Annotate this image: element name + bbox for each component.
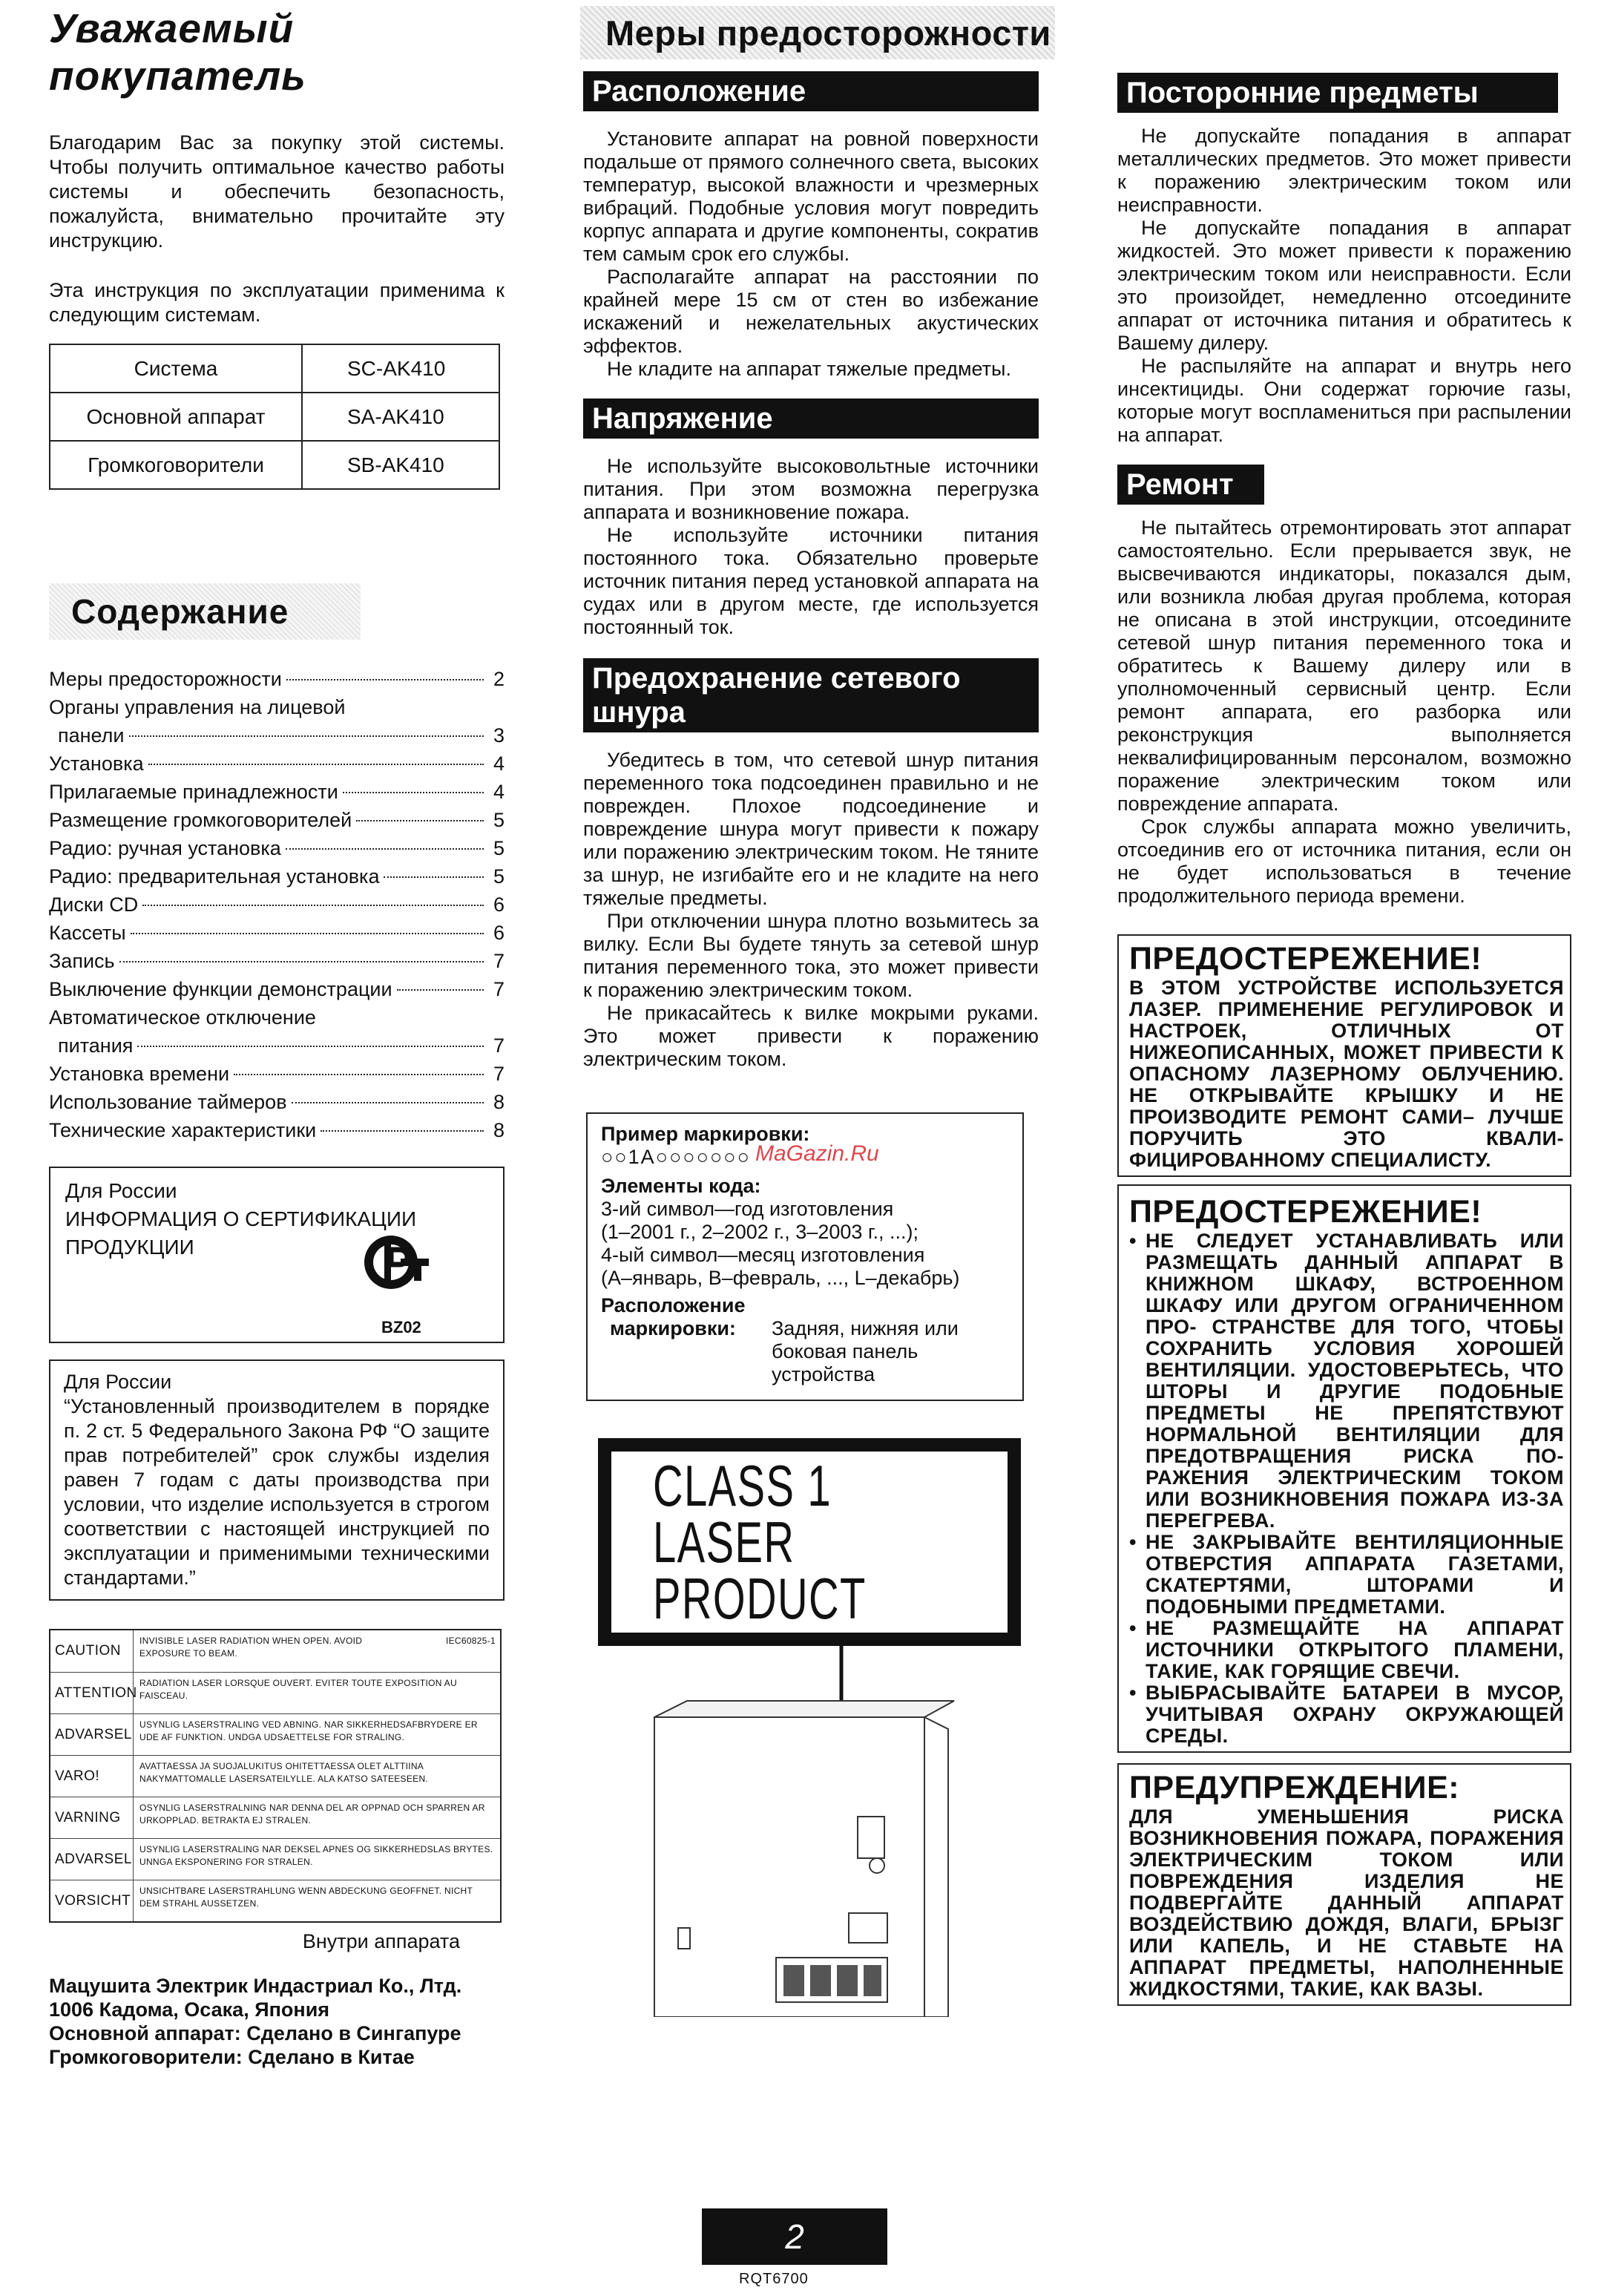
table-cell-label: Система (50, 344, 302, 393)
toc-leader-dots (397, 989, 484, 991)
toc-leader-dots (137, 1046, 484, 1047)
left-column (49, 0, 505, 2069)
table-row (50, 393, 499, 441)
manufacturer-info (49, 1974, 505, 2069)
warning-label-caption: Внутри аппарата (302, 1930, 460, 1952)
manufacturer-line3: Основной аппарат: Сделано в Сингапуре (49, 2022, 461, 2044)
warning-language: CAUTION (50, 1630, 134, 1672)
toc-item-label: Выключение функции демонстрации (49, 978, 392, 1000)
warning-row (50, 1672, 500, 1713)
toc-item-page: 4 (493, 781, 505, 803)
foreign-p3: Не распыляйте на аппарат и внутрь него инсектициды. Они содержат горючие газы, которые могут воспламениться при распылении на аппарат. (1117, 355, 1571, 446)
toc-leader-dots (321, 1130, 484, 1132)
toc-item-label: Размещение громкоговорителей (49, 809, 352, 831)
warning-row (50, 1755, 500, 1797)
toc-item (49, 1031, 505, 1060)
table-of-contents (49, 665, 505, 1144)
list-item: • НЕ ЗАКРЫВАЙТЕ ВЕНТИЛЯЦИОННЫЕ ОТВЕРСТИЯ АППАРАТА ГАЗЕТАМИ, СКАТЕРТЯМИ, ШТОРАМИ И ПОДОБНЫМИ ПРЕДМЕТАМИ. (1129, 1531, 1564, 1618)
toc-item (49, 750, 505, 778)
list-item: • НЕ РАЗМЕЩАЙТЕ НА АППАРАТ ИСТОЧНИКИ ОТКРЫТОГО ПЛАМЕНИ, ТАКИЕ, КАК ГОРЯЩИЕ СВЕЧИ. (1129, 1617, 1564, 1682)
ventilation-caution-box (1117, 1184, 1571, 1753)
warning-row (50, 1838, 500, 1880)
section-body-voltage (583, 455, 1039, 639)
toc-leader-dots (131, 933, 484, 934)
toc-item-page: 7 (493, 978, 505, 1000)
cord-heading-line1: Предохранение сетевого (592, 662, 961, 695)
toc-item-label: Диски CD (49, 893, 139, 916)
toc-leader-dots (356, 820, 484, 821)
laser-warning-label (49, 1629, 502, 1923)
page-number: 2 (702, 2208, 887, 2265)
manufacturer-line4: Громкоговорители: Сделано в Китае (49, 2046, 415, 2068)
precautions-banner (580, 6, 1055, 59)
marking-location (601, 1317, 1009, 1386)
table-row (50, 344, 499, 393)
warning-row (50, 1880, 500, 1921)
service-life-for-russia: Для России (64, 1371, 172, 1393)
manufacturer-line1: Мацушита Электрик Индастриал Ко., Лтд. (49, 1975, 462, 1997)
toc-item-label: панели (58, 724, 125, 747)
toc-item (49, 1003, 505, 1031)
marking-location-value: Задняя, нижняя или боковая панель устройства (772, 1317, 959, 1385)
list-item: • НЕ СЛЕДУЕТ УСТАНАВЛИВАТЬ ИЛИ РАЗМЕЩАТЬ ДАННЫЙ АППАРАТ В КНИЖНОМ ШКАФУ, ВСТРОЕННОМ ШКАФУ ИЛИ ДРУГОМ ОГРАНИЧЕННОМ ПРО- СТРАНСТВЕ ДЛЯ ТОГО, ЧТОБЫ СОХРАНИТЬ УСЛОВИЯ ХОРОШЕЙ ВЕНТИЛЯЦИИ. УДОСТОВЕРЬТЕСЬ, ЧТО ШТОРЫ И ДРУГИЕ ПОДОБНЫЕ ПРЕДМЕТЫ НЕ ПРЕПЯТСТВУЮТ НОРМАЛЬНОЙ ВЕНТИЛЯЦИИ ДЛЯ ПРЕДОТВРАЩЕНИЯ РИСКА ПО- РАЖЕНИЯ ЭЛЕКТРИЧЕСКИМ ТОКОМ ИЛИ ВОЗНИКНОВЕНИЯ ПОЖАРА ИЗ-ЗА ПЕРЕГРЕВА. (1129, 1230, 1564, 1532)
systems-table (49, 344, 500, 490)
placement-p1: Установите аппарат на ровной поверхности подальше от прямого солнечного света, высоких температур, высокой влажности и чрезмерных вибраций. Подобные условия могут повредить корпус аппарата и другие компоненты, сократив тем самым срок его службы. (583, 128, 1039, 265)
list-item: • ВЫБРАСЫВАЙТЕ БАТАРЕИ В МУСОР, УЧИТЫВАЯ ОХРАНУ ОКРУЖАЮЩЕЙ СРЕДЫ. (1129, 1682, 1564, 1747)
warning-language: VARO! (50, 1756, 134, 1797)
watermark-text: MaGazin.Ru (755, 1141, 879, 1166)
caution2-item4: ВЫБРАСЫВАЙТЕ БАТАРЕИ В МУСОР, УЧИТЫВАЯ ОХРАНУ ОКРУЖАЮЩЕЙ СРЕДЫ. (1146, 1682, 1564, 1747)
toc-item-page: 7 (493, 1063, 505, 1085)
toc-leader-dots (234, 1074, 484, 1075)
toc-item (49, 806, 505, 834)
precautions-title: Меры предосторожности (605, 13, 1051, 53)
greeting-title-line1: Уважаемый (49, 5, 295, 51)
voltage-p1: Не используйте высоковольтные источники питания. При этом возможна перегрузка аппарата и возникновение пожара. (583, 455, 1039, 523)
toc-item-label: Радио: ручная установка (49, 837, 281, 859)
toc-item-label: Органы управления на лицевой (49, 696, 346, 718)
foreign-p2: Не допускайте попадания в аппарат жидкостей. Это может привести к поражению электрическим током или неисправности. Если это произойдет, немедленно отсоедините аппарат от источника питания и обратитесь к Вашему дилеру. (1117, 217, 1571, 354)
caution2-list (1129, 1230, 1564, 1747)
toc-item-page: 4 (493, 752, 505, 775)
toc-item (49, 721, 505, 750)
toc-item (49, 975, 505, 1003)
warning-text-content: USYNLIG LASERSTRALING NAR DEKSEL APNES OG SIKKERHEDSLAS BRYTES. UNNGA EKSPONERING FOR STRALEN. (139, 1844, 493, 1867)
toc-leader-dots (384, 876, 484, 878)
toc-item-page: 8 (493, 1091, 505, 1113)
toc-item (49, 693, 505, 721)
caution1-title: ПРЕДОСТЕРЕЖЕНИЕ! (1129, 941, 1482, 977)
cert-mark-code: BZ02 (381, 1318, 421, 1336)
toc-item-page: 5 (493, 865, 505, 888)
warning-text-content: RADIATION LASER LORSQUE OUVERT. EVITER TOUTE EXPOSITION AU FAISCEAU. (139, 1678, 457, 1701)
toc-leader-dots (129, 735, 484, 737)
warning-language: ADVARSEL (50, 1839, 134, 1880)
warning-text-content: AVATTAESSA JA SUOJALUKITUS OHITETTAESSA OLET ALTTIINA NAKYMATTOMALLE LASERSATEILYLLE. ALA KATSO SATEESEEN. (139, 1761, 429, 1784)
contents-header (49, 583, 361, 640)
toc-leader-dots (148, 764, 484, 765)
toc-leader-dots (343, 792, 484, 793)
manufacturer-line2: 1006 Кадома, Осака, Япония (49, 1998, 330, 2021)
warning-language: ADVARSEL (50, 1714, 134, 1755)
cord-heading-line2: шнура (592, 696, 686, 729)
cord-p2: При отключении шнура плотно возьмитесь за вилку. Если Вы будете тянуть за сетевой шнур питания переменного тока, это может привести к поражению электрическим током. (583, 910, 1039, 1001)
toc-leader-dots (286, 848, 484, 850)
toc-item (49, 778, 505, 806)
cert-info-line1: ИНФОРМАЦИЯ О СЕРТИФИКАЦИИ (65, 1207, 417, 1230)
toc-item (49, 1116, 505, 1144)
toc-item-label: Кассеты (49, 922, 126, 944)
section-body-repair (1117, 516, 1571, 908)
table-cell-label: Громкоговорители (50, 441, 302, 489)
toc-item-label: Запись (49, 950, 115, 972)
section-heading-placement: Расположение (583, 71, 1039, 111)
warning-language: ATTENTION (50, 1673, 134, 1713)
section-body-foreign-objects (1117, 125, 1571, 447)
section-body-placement (583, 128, 1039, 381)
laser-caution-box (1117, 934, 1571, 1177)
warning-text (134, 1673, 500, 1713)
warning-text (134, 1714, 500, 1755)
toc-item-page: 5 (493, 809, 505, 831)
warning-text (134, 1880, 500, 1921)
caution3-text: ДЛЯ УМЕНЬШЕНИЯ РИСКА ВОЗНИКНОВЕНИЯ ПОЖАРА, ПОРАЖЕНИЯ ЭЛЕКТРИЧЕСКИМ ТОКОМ ИЛИ ПОВРЕЖДЕНИЯ ИЗДЕЛИЯ НЕ ПОДВЕРГАЙТЕ ДАННЫЙ АППАРАТ ВОЗДЕЙСТВИЮ ДОЖДЯ, ВЛАГИ, БРЫЗГ ИЛИ КАПЕЛЬ, И НЕ СТАВЬТЕ НА АППАРАТ ПРЕДМЕТЫ, НАПОЛНЕННЫЕ ЖИДКОСТЯМИ, ТАКИЕ, КАК ВАЗЫ. (1129, 1805, 1564, 2000)
toc-item (49, 862, 505, 890)
marking-location-label2: маркировки: (610, 1317, 736, 1339)
toc-item (49, 947, 505, 975)
warning-standard-code: IEC60825-1 (445, 1636, 496, 1646)
toc-item (49, 890, 505, 919)
right-column (1117, 0, 1571, 2006)
marking-location-label1: Расположение (601, 1294, 746, 1316)
placement-p3: Не кладите на аппарат тяжелые предметы. (607, 358, 1011, 380)
marking-elements-title: Элементы кода: (601, 1175, 761, 1197)
toc-item-label: Использование таймеров (49, 1091, 287, 1113)
toc-item (49, 1060, 505, 1088)
section-heading-cord (583, 658, 1039, 732)
class1-laser-label (598, 1438, 1021, 1646)
toc-leader-dots (292, 1102, 484, 1103)
toc-item-label: Прилагаемые принадлежности (49, 781, 338, 803)
middle-column (583, 0, 1051, 2296)
toc-item-label: Установка времени (49, 1063, 230, 1085)
warning-text-content: UNSICHTBARE LASERSTRAHLUNG WENN ABDECKUNG GEOFFNET. NICHT DEM STRAHL AUSSETZEN. (139, 1886, 473, 1909)
greeting-title-line2: покупатель (49, 53, 306, 99)
section-body-cord (583, 749, 1039, 1071)
warning-text-content: INVISIBLE LASER RADIATION WHEN OPEN. AVOID EXPOSURE TO BEAM. (139, 1636, 363, 1659)
toc-item-page: 3 (493, 724, 505, 747)
toc-item-page: 6 (493, 893, 505, 916)
toc-leader-dots (142, 905, 484, 906)
toc-item-page: 2 (493, 668, 505, 690)
toc-item-label: Установка (49, 752, 144, 775)
table-cell-model: SC-AK410 (302, 344, 499, 393)
toc-item (49, 1088, 505, 1116)
toc-item-page: 7 (493, 950, 505, 972)
toc-leader-dots (286, 679, 484, 680)
warning-text-content: USYNLIG LASERSTRALING VED ABNING. NAR SIKKERHEDSAFBRYDERE ER UDE AF FUNKTION. UNDGA UDSAETTELSE FOR STRALING. (139, 1719, 478, 1742)
caution2-title: ПРЕДОСТЕРЕЖЕНИЕ! (1129, 1194, 1482, 1230)
warning-text (134, 1630, 500, 1672)
warning-text (134, 1797, 500, 1838)
toc-item-page: 5 (493, 837, 505, 859)
marking-title: Пример маркировки: (601, 1123, 810, 1145)
repair-p1: Не пытайтесь отремонтировать этот аппарат самостоятельно. Если прерывается звук, не высвечиваются индикаторы, показался дым, или возникла любая другая проблема, которая не описана в этой инструкции, отсоедините сетевой шнур питания переменного тока и обратитесь к Вашему дилеру или в уполномоченный сервисный центр. Если ремонт аппарата, его разборка или реконструкция выполняется неквалифицированным персоналом, возможно поражение электрическим током или повреждение аппарата. (1117, 516, 1571, 815)
marking-line4: (A–январь, B–февраль, ..., L–декабрь) (601, 1267, 960, 1289)
toc-item-label: Радио: предварительная установка (49, 865, 380, 888)
greeting-title (49, 4, 505, 99)
cord-p1: Убедитесь в том, что сетевой шнур питания переменного тока подсоединен правильно и не поврежден. Плохое подсоединение и повреждение шнура могут привести к пожару или поражению электрическим током. Не тяните за шнур, не изгибайте его и не кладите на него тяжелые предметы. (583, 749, 1039, 909)
marking-line2: (1–2001 г., 2–2002 г., 3–2003 г., ...); (601, 1221, 918, 1243)
toc-item (49, 665, 505, 693)
rst-certification-icon (362, 1233, 429, 1291)
toc-item (49, 919, 505, 947)
toc-item-page: 6 (493, 922, 505, 944)
voltage-p2: Не используйте источники питания постоянного тока. Обязательно проверьте источник питания перед установкой аппарата на судах или в другом месте, где используется постоянный ток. (583, 524, 1039, 638)
toc-item-label: Технические характеристики (49, 1119, 317, 1141)
table-row (50, 441, 499, 489)
toc-item-label: питания (58, 1034, 134, 1057)
device-rear-illustration-icon (628, 1646, 976, 2017)
section-heading-foreign-objects: Посторонние предметы (1117, 73, 1558, 113)
warning-row (50, 1630, 500, 1672)
cert-for-russia: Для России (65, 1179, 177, 1202)
document-code: RQT6700 (739, 2271, 809, 2287)
toc-item-label: Меры предосторожности (49, 668, 282, 690)
toc-leader-dots (119, 961, 484, 962)
applies-text: Эта инструкция по эксплуатации применима к следующим системам. (49, 279, 505, 326)
foreign-p1: Не допускайте попадания в аппарат металлических предметов. Это может привести к поражению электрическим током или неисправности. (1117, 125, 1571, 216)
service-life-box (49, 1359, 505, 1601)
table-cell-model: SA-AK410 (302, 393, 499, 441)
marking-sample: ○○1A○○○○○○○ (601, 1146, 751, 1168)
toc-item-label: Автоматическое отключение (49, 1006, 316, 1029)
caution2-item2: НЕ ЗАКРЫВАЙТЕ ВЕНТИЛЯЦИОННЫЕ ОТВЕРСТИЯ АППАРАТА ГАЗЕТАМИ, СКАТЕРТЯМИ, ШТОРАМИ И ПОДОБНЫМИ ПРЕДМЕТАМИ. (1146, 1531, 1564, 1618)
toc-item-page: 8 (493, 1119, 505, 1141)
toc-item (49, 834, 505, 862)
toc-item-page: 7 (493, 1034, 505, 1057)
warning-row (50, 1713, 500, 1755)
warning-text (134, 1839, 500, 1880)
intro-text: Благодарим Вас за покупку этой системы. Чтобы получить оптимальное качество работы системы и обеспечить безопасность, пожалуйста, внимательно прочитайте эту инструкцию. (49, 131, 505, 252)
warning-row (50, 1797, 500, 1838)
contents-title: Содержание (71, 592, 289, 631)
caution2-item1: НЕ СЛЕДУЕТ УСТАНАВЛИВАТЬ ИЛИ РАЗМЕЩАТЬ ДАННЫЙ АППАРАТ В КНИЖНОМ ШКАФУ, ВСТРОЕННОМ ШКАФУ ИЛИ ДРУГОМ ОГРАНИЧЕННОМ ПРО- СТРАНСТВЕ ДЛЯ ТОГО, ЧТОБЫ СОХРАНИТЬ УСЛОВИЯ ХОРОШЕЙ ВЕНТИЛЯЦИИ. УДОСТОВЕРЬТЕСЬ, ЧТО ШТОРЫ И ДРУГИЕ ПОДОБНЫЕ ПРЕДМЕТЫ НЕ ПРЕПЯТСТВУЮТ НОРМАЛЬНОЙ ВЕНТИЛЯЦИИ ДЛЯ ПРЕДОТВРАЩЕНИЯ РИСКА ПО- РАЖЕНИЯ ЭЛЕКТРИЧЕСКИМ ТОКОМ ИЛИ ВОЗНИКНОВЕНИЯ ПОЖАРА ИЗ-ЗА ПЕРЕГРЕВА. (1146, 1230, 1564, 1532)
certification-box (49, 1167, 505, 1343)
table-cell-model: SB-AK410 (302, 441, 499, 489)
warning-text-content: OSYNLIG LASERSTRALNING NAR DENNA DEL AR OPPNAD OCH SPARREN AR URKOPPLAD. BETRAKTA EJ STRALEN. (139, 1803, 485, 1826)
section-heading-repair: Ремонт (1117, 465, 1264, 505)
laser-label-line2: LASER PRODUCT (653, 1509, 867, 1631)
laser-label-line1: CLASS 1 (653, 1453, 832, 1518)
caution2-item3: НЕ РАЗМЕЩАЙТЕ НА АППАРАТ ИСТОЧНИКИ ОТКРЫТОГО ПЛАМЕНИ, ТАКИЕ, КАК ГОРЯЩИЕ СВЕЧИ. (1146, 1617, 1564, 1682)
caution3-title: ПРЕДУПРЕЖДЕНИЕ: (1129, 1770, 1460, 1805)
warning-text (134, 1756, 500, 1797)
repair-p2: Срок службы аппарата можно увеличить, отсоединив его от источника питания, если он не будет использоваться в течение продолжительного периода времени. (1117, 816, 1571, 907)
marking-line1: 3-ий символ—год изготовления (601, 1198, 894, 1220)
warning-language: VARNING (50, 1797, 134, 1838)
table-cell-label: Основной аппарат (50, 393, 302, 441)
cord-p3: Не прикасайтесь к вилке мокрыми руками. Это может привести к поражению электрическим током. (583, 1002, 1039, 1070)
service-life-text: “Установленный производителем в порядке п. 2 ст. 5 Федерального Закона РФ “О защите прав потребителей” срок службы изделия равен 7 годам с даты производства при условии, что изделие используется в строгом соответствии с настоящей инструкцией по эксплуатации и применимыми техническими стандартами.” (64, 1395, 490, 1589)
section-heading-voltage: Напряжение (583, 398, 1039, 439)
marking-line3: 4-ый символ—месяц изготовления (601, 1244, 925, 1266)
class1-laser-label-inner (611, 1452, 1008, 1633)
warning-language: VORSICHT (50, 1880, 134, 1921)
cert-info-line2: ПРОДУКЦИИ (65, 1236, 194, 1259)
moisture-warning-box (1117, 1763, 1571, 2006)
placement-p2: Располагайте аппарат на расстоянии по крайней мере 15 см от стен во избежание искажений и нежелательных акустических эффектов. (583, 266, 1039, 357)
caution1-text: В ЭТОМ УСТРОЙСТВЕ ИСПОЛЬЗУЕТСЯ ЛАЗЕР. ПРИМЕНЕНИЕ РЕГУЛИРОВОК И НАСТРОЕК, ОТЛИЧНЫХ ОТ НИЖЕОПИСАННЫХ, МОЖЕТ ПРИВЕСТИ К ОПАСНОМУ ЛАЗЕРНОМУ ОБЛУЧЕНИЮ. НЕ ОТКРЫВАЙТЕ КРЫШКУ И НЕ ПРОИЗВОДИТЕ РЕМОНТ САМИ– ЛУЧШЕ ПОРУЧИТЬ ЭТО КВАЛИ- ФИЦИРОВАННОМУ СПЕЦИАЛИСТУ. (1129, 977, 1564, 1171)
